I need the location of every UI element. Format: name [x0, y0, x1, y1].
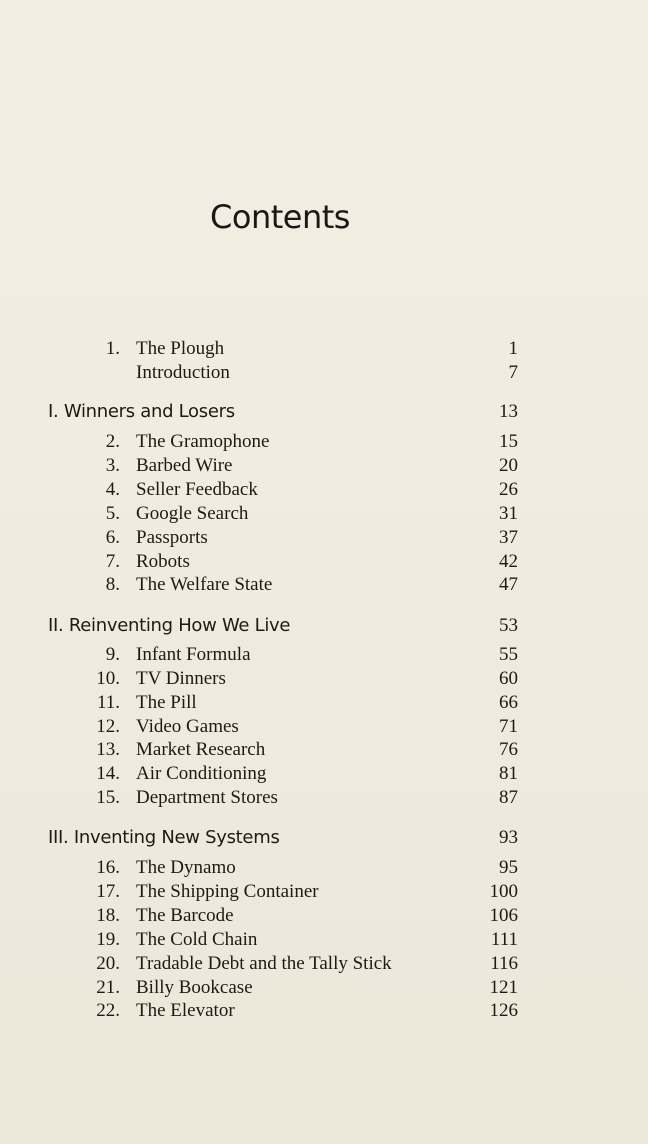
toc-entry: [0, 905, 648, 929]
entry-page-number: 87: [499, 787, 518, 808]
entry-page-number: 20: [499, 455, 518, 476]
toc-entry: [0, 953, 648, 977]
entry-number: 20.: [96, 953, 120, 974]
entry-title: Passports: [136, 527, 208, 548]
entry-number: 16.: [96, 857, 120, 878]
entry-title: Tradable Debt and the Tally Stick: [136, 953, 392, 974]
entry-title: Introduction: [136, 362, 230, 383]
entry-title: The Barcode: [136, 905, 234, 926]
entry-page-number: 15: [499, 431, 518, 452]
toc-entry: [0, 692, 648, 716]
entry-title: Seller Feedback: [136, 479, 258, 500]
toc-entry: [0, 857, 648, 881]
entry-title: I. Winners and Losers: [48, 401, 235, 422]
entry-page-number: 47: [499, 574, 518, 595]
entry-page-number: 60: [499, 668, 518, 689]
entry-page-number: 121: [489, 977, 518, 998]
entry-number: 21.: [96, 977, 120, 998]
entry-title: The Dynamo: [136, 857, 236, 878]
entry-page-number: 100: [489, 881, 518, 902]
entry-title: The Welfare State: [136, 574, 273, 595]
entry-page-number: 95: [499, 857, 518, 878]
entry-title: The Gramophone: [136, 431, 270, 452]
entry-title: III. Inventing New Systems: [48, 827, 280, 848]
entry-page-number: 81: [499, 763, 518, 784]
entry-number: 5.: [105, 503, 120, 524]
entry-page-number: 106: [489, 905, 518, 926]
entry-title: Air Conditioning: [136, 763, 267, 784]
entry-number: 9.: [105, 644, 120, 665]
entry-page-number: 37: [499, 527, 518, 548]
entry-page-number: 53: [499, 615, 518, 636]
toc-entry: [0, 503, 648, 527]
entry-number: 13.: [96, 739, 120, 760]
entry-title: Robots: [136, 551, 190, 572]
toc-entry: [0, 479, 648, 503]
entry-page-number: 116: [490, 953, 518, 974]
toc-entry: [0, 763, 648, 787]
toc-entry: [0, 362, 648, 386]
entry-page-number: 42: [499, 551, 518, 572]
entry-number: 19.: [96, 929, 120, 950]
toc-entry: [0, 455, 648, 479]
entry-page-number: 126: [489, 1000, 518, 1021]
entry-title: TV Dinners: [136, 668, 226, 689]
entry-number: 11.: [96, 692, 120, 713]
toc-entry: [0, 551, 648, 575]
entry-number: 1.: [105, 338, 120, 359]
entry-number: 18.: [96, 905, 120, 926]
entry-number: 3.: [105, 455, 120, 476]
entry-page-number: 111: [490, 929, 518, 950]
toc-part-heading: [0, 401, 648, 425]
toc-part-heading: [0, 615, 648, 639]
toc-entry: [0, 787, 648, 811]
entry-title: The Shipping Container: [136, 881, 319, 902]
entry-number: 7.: [105, 551, 120, 572]
entry-page-number: 55: [499, 644, 518, 665]
entry-title: II. Reinventing How We Live: [48, 615, 291, 636]
toc-entry: [0, 574, 648, 598]
entry-title: The Plough: [136, 338, 225, 359]
entry-title: Google Search: [136, 503, 249, 524]
entry-number: 22.: [96, 1000, 120, 1021]
entry-number: 6.: [105, 527, 120, 548]
toc-entry: [0, 1000, 648, 1024]
entry-page-number: 76: [499, 739, 518, 760]
toc-entry: [0, 977, 648, 1001]
toc-entry: [0, 881, 648, 905]
toc-part-heading: [0, 827, 648, 851]
entry-page-number: 1: [508, 338, 518, 359]
entry-title: The Cold Chain: [136, 929, 258, 950]
entry-title: Video Games: [136, 716, 239, 737]
entry-page-number: 13: [499, 401, 518, 422]
entry-title: The Elevator: [136, 1000, 235, 1021]
toc-entry: [0, 739, 648, 763]
entry-number: 4.: [105, 479, 120, 500]
entry-page-number: 66: [499, 692, 518, 713]
entry-page-number: 31: [499, 503, 518, 524]
entry-page-number: 7: [508, 362, 518, 383]
toc-entry: [0, 527, 648, 551]
entry-number: 17.: [96, 881, 120, 902]
entry-title: The Pill: [136, 692, 197, 713]
entry-title: Department Stores: [136, 787, 278, 808]
entry-title: Barbed Wire: [136, 455, 233, 476]
toc-entry: [0, 644, 648, 668]
toc-entry: [0, 338, 648, 362]
toc-entry: [0, 431, 648, 455]
page-title: Contents: [210, 198, 350, 236]
toc-entry: [0, 716, 648, 740]
entry-page-number: 93: [499, 827, 518, 848]
entry-number: 12.: [96, 716, 120, 737]
entry-title: Market Research: [136, 739, 266, 760]
toc-entry: [0, 668, 648, 692]
entry-number: 14.: [96, 763, 120, 784]
entry-number: 10.: [96, 668, 120, 689]
entry-page-number: 26: [499, 479, 518, 500]
entry-page-number: 71: [499, 716, 518, 737]
entry-title: Billy Bookcase: [136, 977, 253, 998]
entry-title: Infant Formula: [136, 644, 251, 665]
entry-number: 8.: [105, 574, 120, 595]
toc-entry: [0, 929, 648, 953]
entry-number: 2.: [105, 431, 120, 452]
entry-number: 15.: [96, 787, 120, 808]
